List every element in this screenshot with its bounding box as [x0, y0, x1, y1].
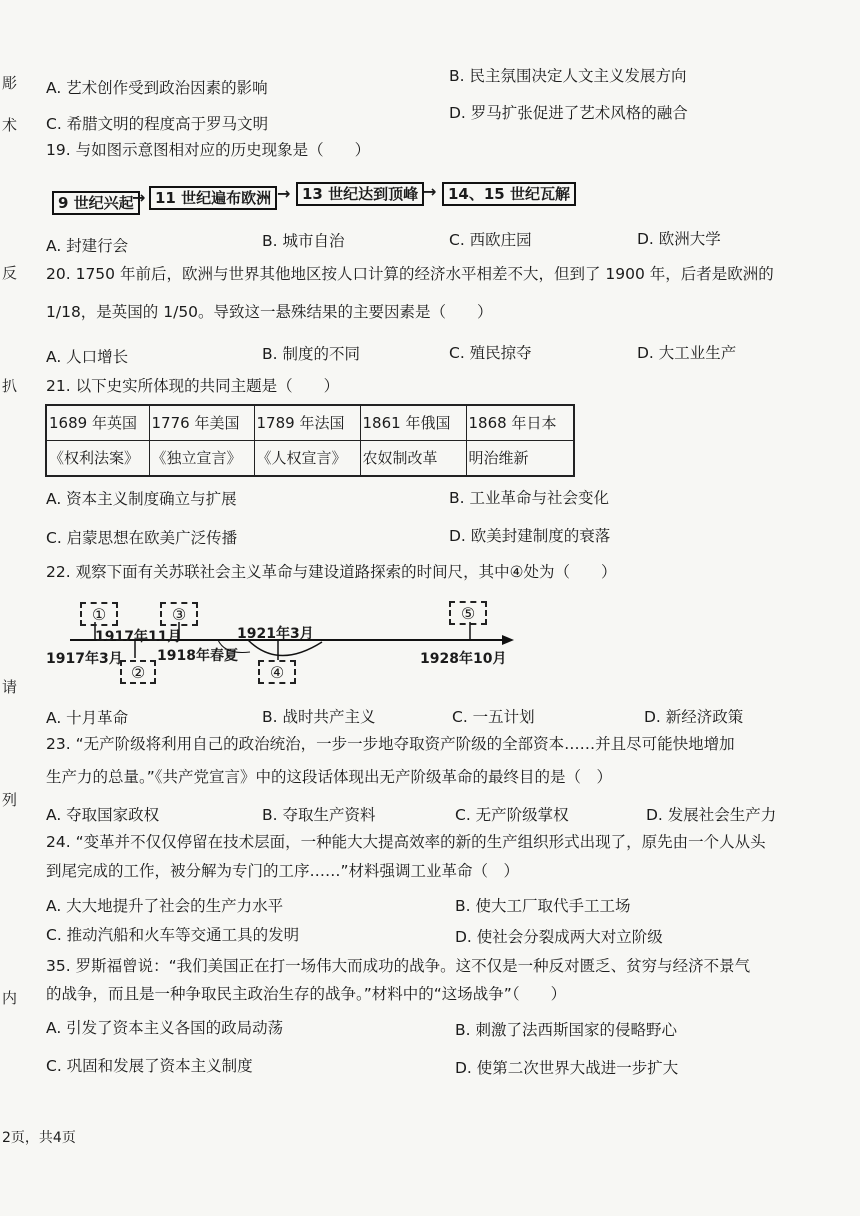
q22-stem: 22. 观察下面有关苏联社会主义革命与建设道路探索的时间尺，其中④处为（ ）	[46, 563, 617, 581]
margin-char: 术	[2, 116, 18, 134]
q19-option-c: C. 西欧庄园	[449, 231, 532, 249]
q19-option-d: D. 欧洲大学	[637, 230, 721, 248]
q23-stem-line2: 生产力的总量。”《共产党宣言》中的这段话体现出无产阶级革命的最终目的是（ ）	[46, 768, 613, 786]
q35-option-c: C. 巩固和发展了资本主义制度	[46, 1057, 253, 1075]
margin-char: 反	[2, 264, 18, 282]
timeline-marker-5: ⑤	[449, 601, 487, 625]
q20-stem-line1: 20. 1750 年前后，欧洲与世界其他地区按人口计算的经济水平相差不大，但到了 1900 年，后者是欧洲的	[46, 265, 774, 283]
flow-box: 13 世纪达到顶峰	[296, 182, 424, 206]
q18-option-a: A. 艺术创作受到政治因素的影响	[46, 79, 268, 97]
table-cell: 《独立宣言》	[149, 441, 254, 477]
timeline-date-1917-11: 1917年11月	[95, 629, 182, 645]
timeline-date-1921: 1921年3月	[237, 626, 314, 642]
arrow-right-icon: →	[423, 182, 437, 201]
q35-option-d: D. 使第二次世界大战进一步扩大	[455, 1059, 679, 1077]
table-cell: 1689 年英国	[46, 405, 149, 441]
q22-option-c: C. 一五计划	[452, 708, 535, 726]
q19-stem: 19. 与如图示意图相对应的历史现象是（ ）	[46, 141, 371, 159]
q23-option-c: C. 无产阶级掌权	[455, 806, 569, 824]
table-cell: 农奴制改革	[360, 441, 466, 477]
q35-option-b: B. 刺激了法西斯国家的侵略野心	[455, 1021, 677, 1039]
timeline-marker-4: ④	[258, 660, 296, 684]
q23-stem-line1: 23. “无产阶级将利用自己的政治统治，一步一步地夺取资产阶级的全部资本……并且尽可能快地增加	[46, 735, 735, 753]
q24-stem-line1: 24. “变革并不仅仅停留在技术层面，一种能大大提高效率的新的生产组织形式出现了，原先由一个人从头	[46, 833, 766, 851]
arrow-right-icon: →	[277, 184, 291, 203]
q21-option-d: D. 欧美封建制度的衰落	[449, 527, 611, 545]
table-cell: 明治维新	[466, 441, 574, 477]
table-row	[46, 405, 574, 441]
margin-char: 请	[2, 678, 18, 696]
q20-option-b: B. 制度的不同	[262, 345, 360, 363]
q22-option-d: D. 新经济政策	[644, 708, 744, 726]
q18-option-d: D. 罗马扩张促进了艺术风格的融合	[449, 104, 688, 122]
arrow-right-icon: →	[132, 188, 146, 207]
page-number: 2页，共4页	[2, 1130, 76, 1146]
flow-box: 11 世纪遍布欧洲	[149, 186, 277, 210]
table-row	[46, 441, 574, 477]
table-cell: 1789 年法国	[254, 405, 360, 441]
timeline-date-1917-3: 1917年3月	[46, 651, 123, 667]
table-cell: 《人权宣言》	[254, 441, 360, 477]
q35-stem-line2: 的战争，而且是一种争取民主政治生存的战争。”材料中的“这场战争”（ ）	[46, 985, 567, 1003]
q19-option-a: A. 封建行会	[46, 237, 129, 255]
q21-stem: 21. 以下史实所体现的共同主题是（ ）	[46, 377, 340, 395]
q21-option-a: A. 资本主义制度确立与扩展	[46, 490, 237, 508]
margin-char: 扒	[2, 377, 18, 395]
q20-option-a: A. 人口增长	[46, 348, 129, 366]
margin-char: 内	[2, 989, 18, 1007]
q23-option-b: B. 夺取生产资料	[262, 806, 376, 824]
q23-option-d: D. 发展社会生产力	[646, 806, 777, 824]
table-cell: 1861 年俄国	[360, 405, 466, 441]
q20-option-c: C. 殖民掠夺	[449, 344, 532, 362]
q21-option-b: B. 工业革命与社会变化	[449, 489, 609, 507]
q24-stem-line2: 到尾完成的工作，被分解为专门的工序……”材料强调工业革命（ ）	[46, 862, 520, 880]
table-cell: 1776 年美国	[149, 405, 254, 441]
timeline-marker-2: ②	[120, 660, 156, 684]
flow-box: 14、15 世纪瓦解	[442, 182, 576, 206]
q23-option-a: A. 夺取国家政权	[46, 806, 160, 824]
q20-stem-line2: 1/18，是英国的 1/50。导致这一悬殊结果的主要因素是（ ）	[46, 303, 493, 321]
q24-option-c: C. 推动汽船和火车等交通工具的发明	[46, 926, 300, 944]
flow-box: 9 世纪兴起	[52, 191, 140, 215]
q35-option-a: A. 引发了资本主义各国的政局动荡	[46, 1019, 284, 1037]
q24-option-a: A. 大大地提升了社会的生产力水平	[46, 897, 284, 915]
timeline-date-1928: 1928年10月	[420, 651, 507, 667]
q22-option-a: A. 十月革命	[46, 709, 129, 727]
q18-option-c: C. 希腊文明的程度高于罗马文明	[46, 115, 269, 133]
margin-char: 彫	[2, 74, 18, 92]
q21-facts-table	[45, 404, 575, 477]
timeline-date-1918: 1918年春夏	[157, 648, 238, 664]
q24-option-b: B. 使大工厂取代手工工场	[455, 897, 631, 915]
q35-stem-line1: 35. 罗斯福曾说：“我们美国正在打一场伟大而成功的战争。这不仅是一种反对匮乏、贫穷与经济不景气	[46, 957, 751, 975]
timeline-marker-1: ①	[80, 602, 118, 626]
q18-option-b: B. 民主氛围决定人文主义发展方向	[449, 67, 687, 85]
timeline-marker-3: ③	[160, 602, 198, 626]
q24-option-d: D. 使社会分裂成两大对立阶级	[455, 928, 663, 946]
table-cell: 《权利法案》	[46, 441, 149, 477]
q20-option-d: D. 大工业生产	[637, 344, 737, 362]
table-cell: 1868 年日本	[466, 405, 574, 441]
margin-char: 列	[2, 791, 18, 809]
q22-option-b: B. 战时共产主义	[262, 708, 376, 726]
q21-option-c: C. 启蒙思想在欧美广泛传播	[46, 529, 238, 547]
q19-option-b: B. 城市自治	[262, 232, 345, 250]
